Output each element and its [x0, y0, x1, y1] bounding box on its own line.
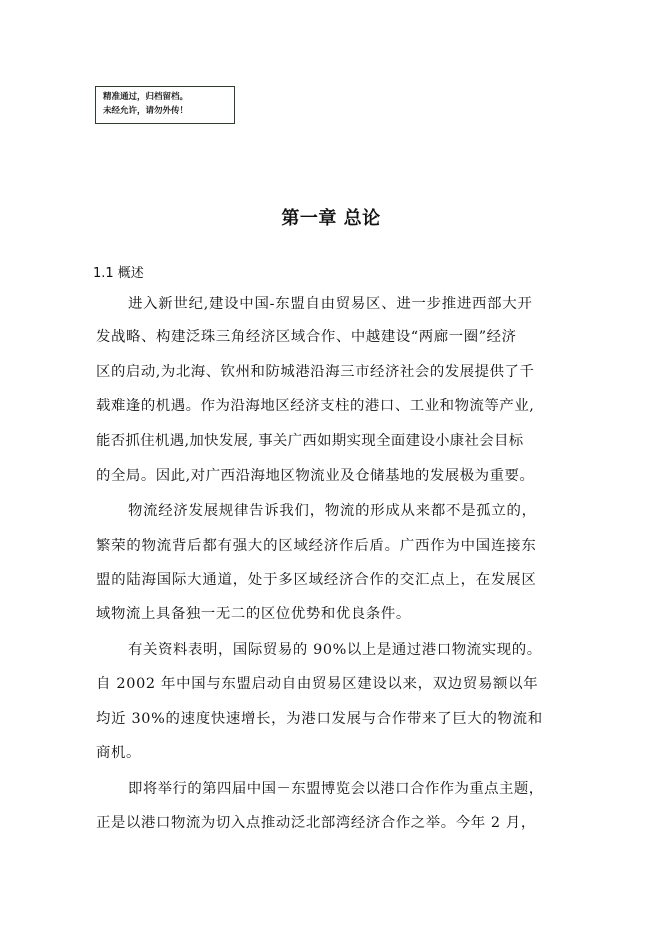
body-line: 繁荣的物流背后都有强大的区域经济作后盾。广西作为中国连接东 — [96, 538, 537, 554]
body-line: 商机。 — [96, 745, 141, 761]
body-line: 载难逢的机遇。作为沿海地区经济支柱的港口、工业和物流等产业, — [96, 398, 535, 414]
body-line: 区的启动,为北海、钦州和防城港沿海三市经济社会的发展提供了千 — [96, 364, 535, 380]
chapter-title: 第一章 总论 — [281, 208, 381, 229]
body-line: 能否抓住机遇,加快发展, 事关广西如期实现全面建设小康社会目标 — [96, 433, 524, 449]
body-line: 有关资料表明，国际贸易的 90%以上是通过港口物流实现的。 — [128, 642, 542, 658]
body-line: 发战略、构建泛珠三角经济区域合作、中越建设“两廊一圈”经济 — [96, 329, 517, 345]
body-line: 正是以港口物流为切入点推动泛北部湾经济合作之举。今年 2 月， — [96, 815, 536, 831]
stamp-line-1: 精准通过，归档留档。 — [103, 92, 189, 102]
body-line: 物流经济发展规律告诉我们，物流的形成从来都不是孤立的， — [128, 503, 537, 519]
body-line: 均近 30%的速度快速增长，为港口发展与合作带来了巨大的物流和 — [96, 711, 543, 727]
body-line: 盟的陆海国际大通道，处于多区域经济合作的交汇点上，在发展区 — [96, 572, 537, 588]
body-line: 自 2002 年中国与东盟启动自由贸易区建设以来，双边贸易额以年 — [96, 676, 539, 692]
section-heading: 1.1 概述 — [93, 266, 144, 281]
body-line: 域物流上具备独一无二的区位优势和优良条件。 — [96, 606, 411, 622]
body-line: 进入新世纪,建设中国-东盟自由贸易区、进一步推进西部大开 — [128, 296, 533, 312]
stamp-line-2: 未经允许，请勿外传！ — [103, 106, 189, 116]
confidentiality-stamp — [95, 86, 235, 124]
body-line: 的全局。因此,对广西沿海地区物流业及仓储基地的发展极为重要。 — [96, 468, 535, 484]
body-line: 即将举行的第四届中国－东盟博览会以港口合作作为重点主题， — [128, 781, 544, 797]
